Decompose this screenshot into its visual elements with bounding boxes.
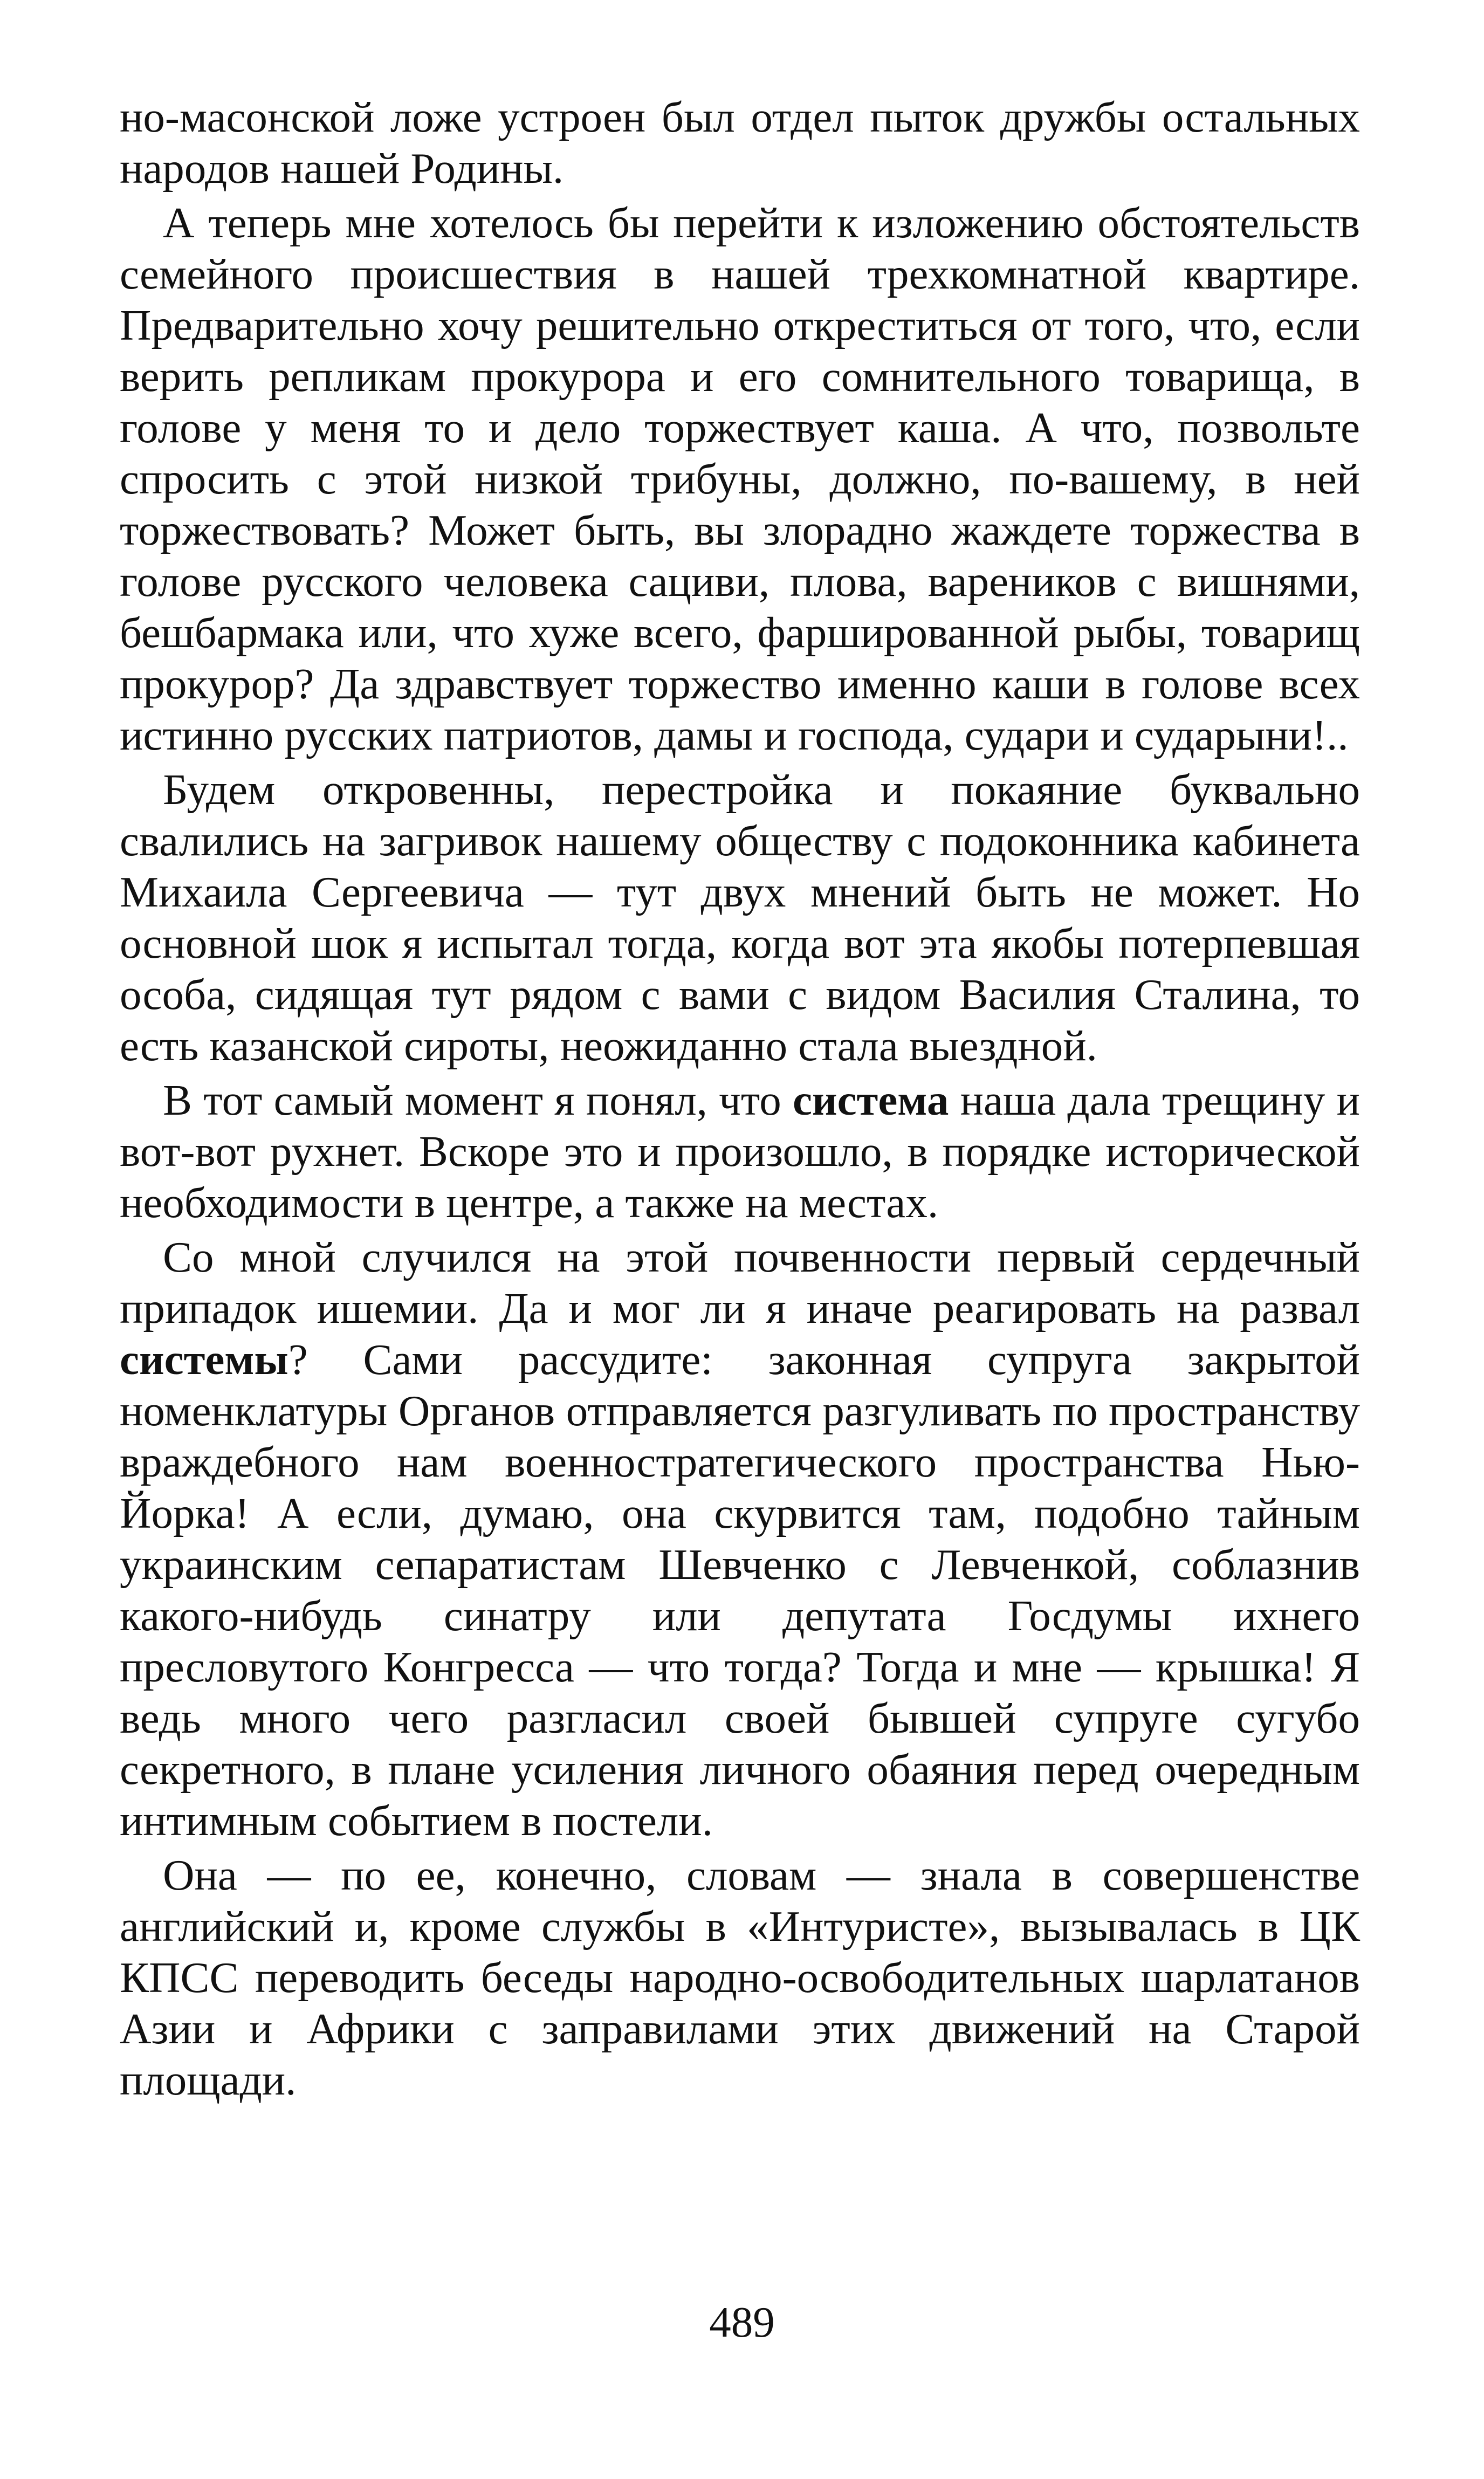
paragraph [120, 197, 1360, 761]
paragraph-text: ? Сами рассудите: законная супруга закрытой номенклатуры Органов отправляется разгуливать по пространству враждебного нам военностратегического пространства Нью-Йорка! А если, думаю, она скурвится там, подобно тайным украинским сепаратистам Шевченко с Левченкой, соблазнив какого-нибудь синатру или депутата Госдумы ихнего пресловутого Конгресса — что тогда? Тогда и мне — крышка! Я ведь много чего разгласил своей бывшей супруге сугубо секретного, в плане усиления личного обаяния перед очередным интимным событием в постели. [120, 1335, 1360, 1845]
body-text [120, 92, 1360, 2109]
paragraph-text: А теперь мне хотелось бы перейти к изложению обстоятельств семейного происшествия в нашей трехкомнатной квартире. Предварительно хочу решительно откреститься от того, что, если верить репликам прокурора и его сомнительного товарища, в голове у меня то и дело торжествует каша. А что, позвольте спросить с этой низкой трибуны, должно, по-вашему, в ней торжествовать? Может быть, вы злорадно жаждете торжества в голове русского человека сациви, плова, вареников с вишнями, бешбармака или, что хуже всего, фаршированной рыбы, товарищ прокурор? Да здравствует торжество именно каши в голове всех истинно русских патриотов, дамы и господа, судари и сударыни!.. [120, 198, 1360, 759]
paragraph [120, 1075, 1360, 1228]
paragraph-text: Будем откровенны, перестройка и покаяние буквально свалились на загривок нашему обществу с подоконника кабинета Михаила Сергеевича — тут двух мнений быть не может. Но основной шок я испытал тогда, когда вот эта якобы потерпевшая особа, сидящая тут рядом с вами с видом Василия Сталина, то есть казанской сироты, неожиданно стала выездной. [120, 765, 1360, 1070]
paragraph-text: Со мной случился на этой почвенности первый сердечный припадок ишемии. Да и мог ли я иначе реагировать на развал [120, 1233, 1360, 1333]
paragraph-text: наша дала трещину и вот-вот рухнет. Вскоре это и произошло, в порядке исторической необходимости в центре, а также на местах. [120, 1076, 1360, 1227]
emphasized-term: система [792, 1076, 949, 1124]
paragraph [120, 1850, 1360, 2106]
paragraph [120, 764, 1360, 1072]
paragraph-text: В тот самый момент я понял, что [163, 1076, 793, 1124]
page-number: 489 [709, 2298, 775, 2346]
paragraph-text: но-масонской ложе устроен был отдел пыток дружбы остальных народов нашей Родины. [120, 93, 1360, 193]
paragraph [120, 1232, 1360, 1846]
paragraph [120, 92, 1360, 194]
paragraph-text: Она — по ее, конечно, словам — знала в совершенстве английский и, кроме службы в «Интуристе», вызывалась в ЦК КПСС переводить беседы народно-освободительных шарлатанов Азии и Африки с заправилами этих движений на Старой площади. [120, 1851, 1360, 2104]
emphasized-term: системы [120, 1335, 288, 1384]
